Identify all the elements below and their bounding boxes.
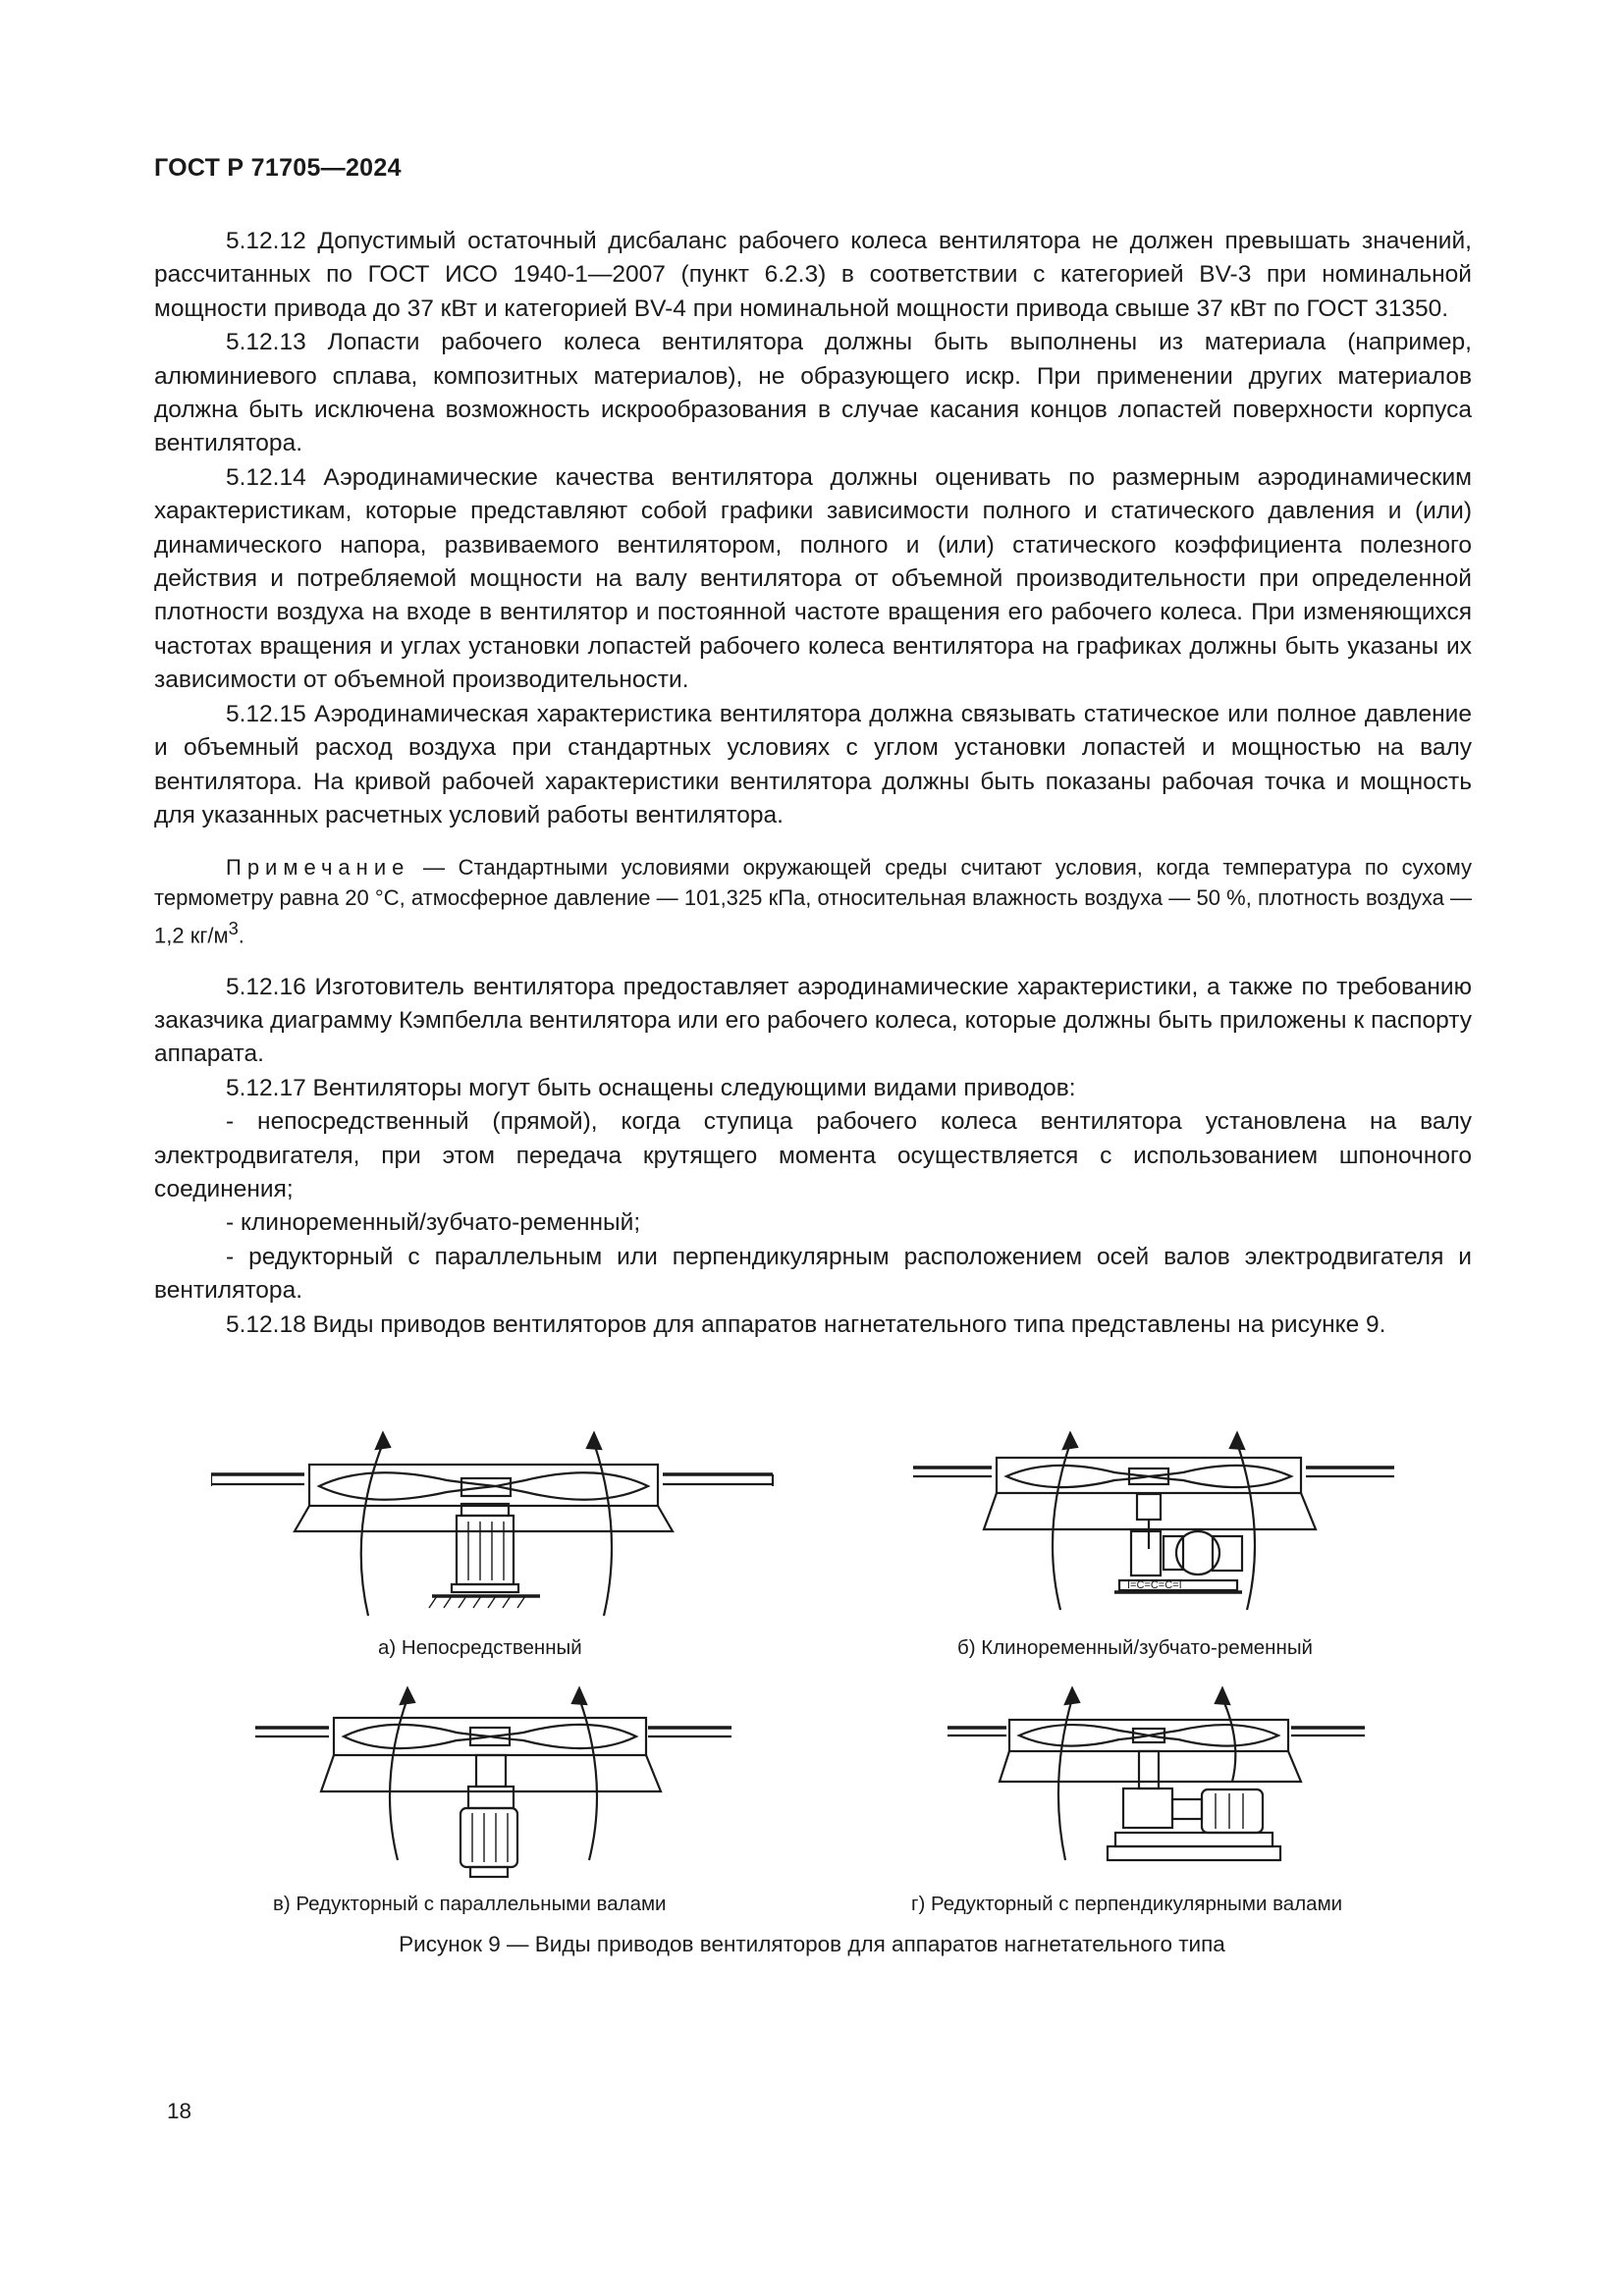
arrowhead-left bbox=[1063, 1433, 1077, 1449]
airflow-arrow-right bbox=[1222, 1698, 1235, 1782]
caption-direct-drive: а) Непосредственный bbox=[378, 1636, 582, 1659]
motor-base bbox=[452, 1584, 518, 1592]
vertical-shaft bbox=[1139, 1751, 1159, 1789]
caption-belt-drive: б) Клиноременный/зубчато-ременный bbox=[957, 1636, 1314, 1659]
fan-blade-left bbox=[1019, 1725, 1149, 1746]
list-item-gear: - редукторный с параллельным или перпендикулярным расположением осей валов электродвигателя и вентилятора. bbox=[154, 1243, 1472, 1305]
gearbox bbox=[1123, 1789, 1172, 1828]
fan-shroud bbox=[295, 1506, 673, 1531]
ground-hatch bbox=[444, 1596, 452, 1608]
fan-blade-left bbox=[1006, 1466, 1149, 1487]
airflow-arrow-right bbox=[1237, 1443, 1255, 1610]
ground-hatch bbox=[459, 1596, 466, 1608]
fan-shroud bbox=[1000, 1751, 1301, 1782]
list-item-belt: - клиноременный/зубчато-ременный; bbox=[226, 1209, 641, 1237]
airflow-arrow-left bbox=[1058, 1698, 1072, 1860]
fan-blade-right bbox=[496, 1472, 648, 1499]
motor-body bbox=[457, 1516, 514, 1584]
note-text: — Стандартными условиями окружающей среды считают условия, когда температура по сухому термометру равна 20 °С, атмосферное давление — 101,325 кПа, относительная влажность воздуха — 50 %, плотность воздуха — 1,2 кг/м bbox=[154, 855, 1472, 948]
drawing-gear-perpendicular bbox=[943, 1664, 1375, 1890]
motor-end-cap bbox=[470, 1867, 508, 1877]
airflow-arrow-right bbox=[579, 1698, 597, 1860]
fan-blade-right bbox=[1149, 1466, 1291, 1487]
gearbox-lower bbox=[468, 1787, 514, 1808]
paragraph-5-12-17: 5.12.17 Вентиляторы могут быть оснащены следующими видами приводов: bbox=[226, 1074, 1076, 1101]
caption-gear-perpendicular: г) Редукторный с перпендикулярными валами bbox=[911, 1893, 1343, 1915]
caption-gear-parallel: в) Редукторный с параллельными валами bbox=[273, 1893, 667, 1915]
motor-body bbox=[1202, 1789, 1263, 1833]
note-tail: . bbox=[238, 923, 244, 948]
coupling bbox=[1172, 1799, 1202, 1819]
note bbox=[154, 852, 1472, 950]
note-label: Примечание bbox=[226, 855, 410, 881]
base-plate bbox=[1108, 1846, 1280, 1860]
bearing-housing bbox=[1131, 1531, 1161, 1575]
paragraph-5-12-14: 5.12.14 Аэродинамические качества вентилятора должны оценивать по размерным аэродинамическим характеристикам, которые представляют собой графики зависимости полного и статического давления и (или) динамического напора, развиваемого вентилятором, полного и (или) статического коэффициента полезного действия и потребляемой мощности на валу вентилятора от объемной производительности при определенной плотности воздуха на входе в вентилятор и постоянной частоте вращения его рабочего колеса. При изменяющихся частотах вращения и углах установки лопастей рабочего колеса вентилятора на графиках должны быть указаны их зависимости от объемной производительности. bbox=[154, 463, 1472, 694]
paragraph-5-12-15: 5.12.15 Аэродинамическая характеристика вентилятора должна связывать статическое или полное давление и объемный расход воздуха при стандартных условиях с углом установки лопастей и мощностью на валу вентилятора. На кривой рабочей характеристики вентилятора должны быть показаны рабочая точка и мощность для указанных расчетных условий работы вентилятора. bbox=[154, 700, 1472, 828]
document-header: ГОСТ Р 71705—2024 bbox=[154, 154, 402, 182]
paragraph-5-12-16: 5.12.16 Изготовитель вентилятора предоставляет аэродинамические характеристики, а также по требованию заказчика диаграмму Кэмпбелла вентилятора или его рабочего колеса, которые должны быть приложены к паспорту аппарата. bbox=[154, 973, 1472, 1068]
list-item-direct: - непосредственный (прямой), когда ступица рабочего колеса вентилятора установлена на валу электродвигателя, при этом передача крутящего момента осуществляется с использованием шпоночного соединения; bbox=[154, 1108, 1472, 1203]
paragraph-5-12-12: 5.12.12 Допустимый остаточный дисбаланс рабочего колеса вентилятора не должен превышать значений, рассчитанных по ГОСТ ИСО 1940-1—2007 (пункт 6.2.3) в соответствии с категорией BV-3 при номинальной мощности привода до 37 кВт и категорией BV-4 при номинальной мощности привода свыше 37 кВт по ГОСТ 31350. bbox=[154, 228, 1472, 322]
ground-hatch bbox=[488, 1596, 496, 1608]
pulley bbox=[1137, 1494, 1161, 1520]
drawing-belt-drive bbox=[913, 1423, 1404, 1620]
document-body bbox=[154, 225, 1472, 1342]
drawing-direct-drive bbox=[211, 1423, 781, 1620]
paragraph-5-12-13: 5.12.13 Лопасти рабочего колеса вентилятора должны быть выполнены из материала (например, алюминиевого сплава, композитных материалов), не образующего искр. При применении других материалов должна быть исключена возможность искрообразования в случае касания концов лопастей поверхности корпуса вентилятора. bbox=[154, 329, 1472, 457]
arrowhead-left bbox=[376, 1433, 390, 1449]
fan-blade-right bbox=[490, 1725, 636, 1748]
arrowhead-right bbox=[587, 1433, 601, 1449]
arrowhead-left bbox=[1065, 1688, 1079, 1704]
fan-blade-right bbox=[1149, 1725, 1278, 1746]
ground-hatch bbox=[503, 1596, 511, 1608]
ground-hatch bbox=[473, 1596, 481, 1608]
gearbox-upper bbox=[476, 1755, 506, 1787]
ground-hatch bbox=[429, 1596, 437, 1608]
figure-title: Рисунок 9 — Виды приводов вентиляторов для аппаратов нагнетательного типа bbox=[399, 1932, 1225, 1956]
paragraph-5-12-18: 5.12.18 Виды приводов вентиляторов для аппаратов нагнетательного типа представлены на рисунке 9. bbox=[226, 1310, 1386, 1338]
page-number: 18 bbox=[167, 2099, 192, 2123]
fan-blade-left bbox=[344, 1725, 490, 1748]
arrowhead-right bbox=[1216, 1688, 1229, 1704]
drawing-gear-parallel bbox=[250, 1664, 741, 1890]
base-frame-marks: I=C=C=C=I bbox=[1127, 1579, 1182, 1591]
note-superscript: 3 bbox=[228, 918, 239, 939]
motor-body bbox=[460, 1808, 517, 1867]
airflow-arrow-left bbox=[390, 1698, 407, 1860]
arrowhead-left bbox=[401, 1688, 414, 1704]
airflow-arrow-left bbox=[361, 1443, 383, 1616]
airflow-arrow-right bbox=[594, 1443, 612, 1616]
airflow-arrow-left bbox=[1053, 1443, 1070, 1610]
arrowhead-right bbox=[572, 1688, 586, 1704]
ground-hatch bbox=[517, 1596, 525, 1608]
arrowhead-right bbox=[1230, 1433, 1244, 1449]
base-frame bbox=[1115, 1833, 1272, 1846]
